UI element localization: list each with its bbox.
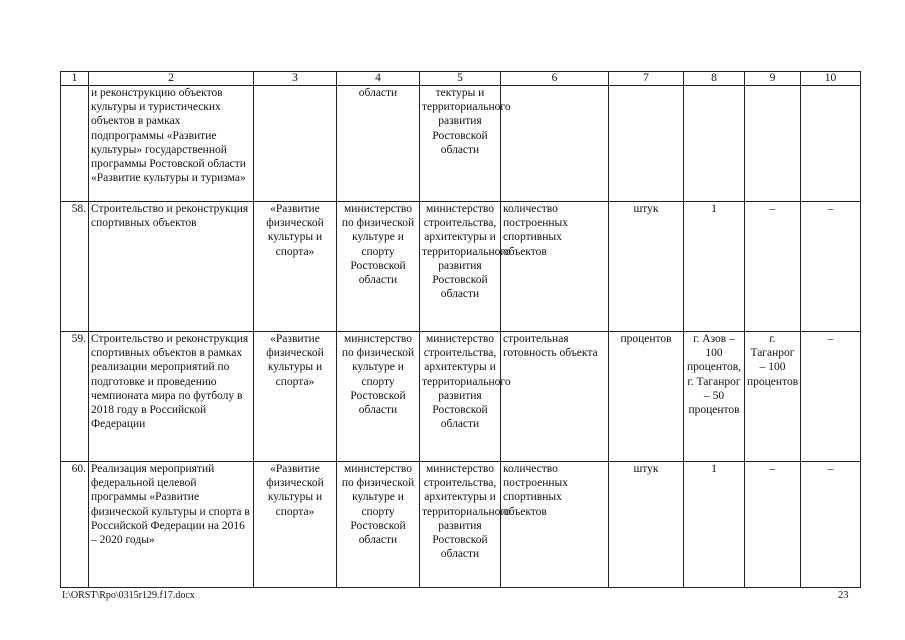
responsible-cell: министерство по физической культуре и спорту Ростовской области <box>337 202 420 332</box>
header-cell: 2 <box>89 72 254 86</box>
co-executor-cell: тектуры и территориального развития Ростовской области <box>420 86 501 202</box>
row-number: 60. <box>61 462 89 588</box>
value-cell: – <box>801 332 861 462</box>
value-cell: г. Таганрог – 100 процентов <box>745 332 801 462</box>
measure-name: Строительство и реконструкция спортивных объектов <box>89 202 254 332</box>
unit-cell <box>609 86 684 202</box>
value-cell: г. Азов – 100 процентов, г. Таганрог – 50 процентов <box>684 332 745 462</box>
row-number: 59. <box>61 332 89 462</box>
value-cell <box>745 86 801 202</box>
header-cell: 7 <box>609 72 684 86</box>
program-cell <box>254 86 337 202</box>
header-cell: 4 <box>337 72 420 86</box>
document-table <box>60 71 861 588</box>
indicator-cell: количество построенных спортивных объектов <box>501 202 609 332</box>
value-cell: – <box>801 462 861 588</box>
indicator-cell <box>501 86 609 202</box>
value-cell <box>801 86 861 202</box>
header-cell: 8 <box>684 72 745 86</box>
header-cell: 9 <box>745 72 801 86</box>
measure-name: Реализация мероприятий федеральной целевой программы «Развитие физической культуры и спорта в Российской Федерации на 2016 – 2020 годы» <box>89 462 254 588</box>
header-cell: 10 <box>801 72 861 86</box>
program-cell: «Развитие физической культуры и спорта» <box>254 202 337 332</box>
row-number <box>61 86 89 202</box>
row-number: 58. <box>61 202 89 332</box>
program-cell: «Развитие физической культуры и спорта» <box>254 462 337 588</box>
table-row <box>61 202 861 332</box>
co-executor-cell: министерство строительства, архитектуры и территориального развития Ростовской области <box>420 462 501 588</box>
indicator-cell: количество построенных спортивных объектов <box>501 462 609 588</box>
co-executor-cell: министерство строительства, архитектуры и территориального развития Ростовской области <box>420 332 501 462</box>
indicator-cell: строительная готовность объекта <box>501 332 609 462</box>
footer-file-path: I:\ORST\Rpo\0315r129.f17.docx <box>62 590 195 601</box>
header-cell: 5 <box>420 72 501 86</box>
responsible-cell: области <box>337 86 420 202</box>
header-cell: 3 <box>254 72 337 86</box>
unit-cell: штук <box>609 462 684 588</box>
value-cell: – <box>745 462 801 588</box>
unit-cell: процентов <box>609 332 684 462</box>
header-cell: 6 <box>501 72 609 86</box>
table-row <box>61 86 861 202</box>
unit-cell: штук <box>609 202 684 332</box>
program-cell: «Развитие физической культуры и спорта» <box>254 332 337 462</box>
responsible-cell: министерство по физической культуре и спорту Ростовской области <box>337 462 420 588</box>
responsible-cell: министерство по физической культуре и спорту Ростовской области <box>337 332 420 462</box>
co-executor-cell: министерство строительства, архитектуры и территориального развития Ростовской области <box>420 202 501 332</box>
table-row <box>61 332 861 462</box>
page-number: 23 <box>838 590 849 601</box>
header-cell: 1 <box>61 72 89 86</box>
value-cell: 1 <box>684 462 745 588</box>
value-cell <box>684 86 745 202</box>
value-cell: – <box>801 202 861 332</box>
value-cell: – <box>745 202 801 332</box>
measure-name: и реконструкцию объектов культуры и туристических объектов в рамках подпрограммы «Развитие культуры» государственной программы Ростовской области «Развитие культуры и туризма» <box>89 86 254 202</box>
measure-name: Строительство и реконструкция спортивных объектов в рамках реализации мероприятий по подготовке и проведению чемпионата мира по футболу в 2018 году в Российской Федерации <box>89 332 254 462</box>
value-cell: 1 <box>684 202 745 332</box>
table-row <box>61 462 861 588</box>
table-header-row <box>61 72 861 86</box>
